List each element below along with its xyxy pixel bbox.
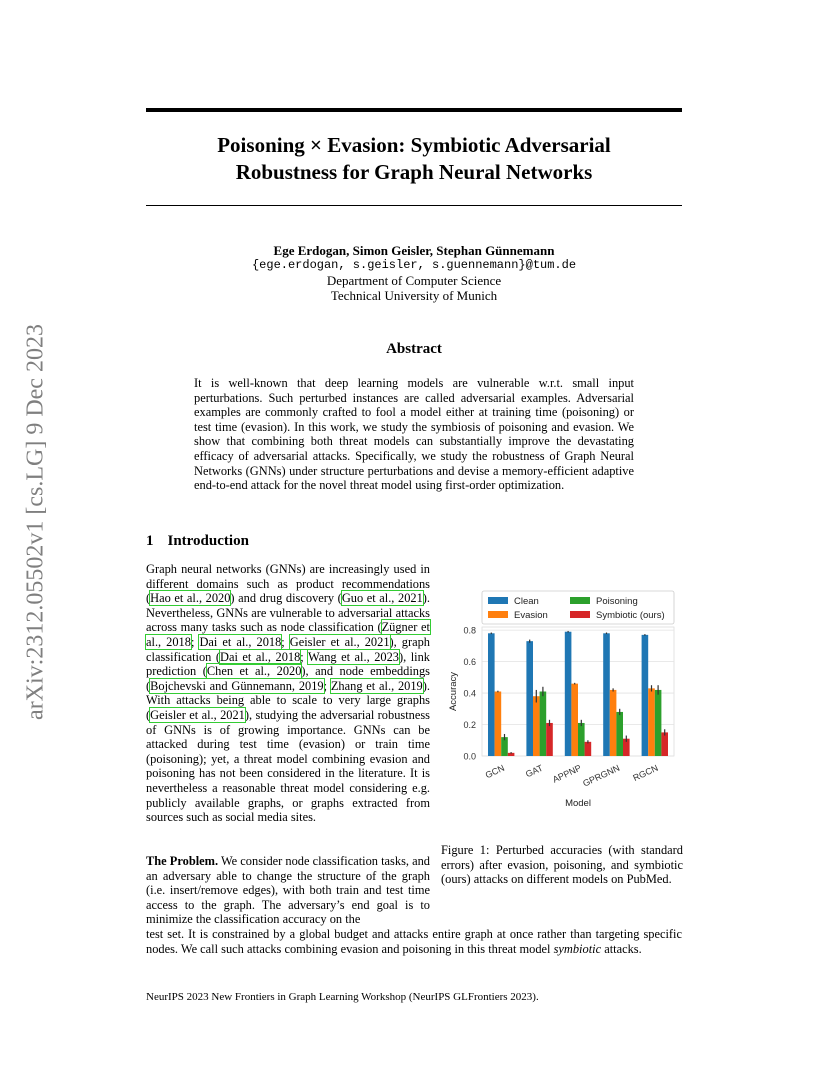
bar bbox=[610, 690, 617, 756]
bar bbox=[571, 684, 578, 756]
arxiv-id: arXiv:2312.05502v1 [cs.LG] 9 Dec 2023 bbox=[22, 324, 49, 720]
problem-text: We consider node classification tasks, and an adversary able to change the structure of the graph (i.e. insert/remove edges), with both train and test time access to the graph. The adversary’s end goal is to minimize the classification accuracy on the bbox=[146, 854, 430, 927]
citation-link[interactable]: Guo et al., 2021 bbox=[341, 591, 423, 606]
legend-swatch bbox=[488, 597, 508, 604]
intro-text: ) and drug discovery ( bbox=[230, 591, 342, 606]
intro-text: ), link prediction ( bbox=[146, 649, 430, 679]
section-number: 1 bbox=[146, 533, 154, 549]
intro-text: ). Nevertheless, GNNs are vulnerable to adversarial attacks across many tasks such as node classification ( bbox=[146, 591, 431, 635]
y-axis-label: Accuracy bbox=[448, 671, 459, 712]
title-line-1: Poisoning × Evasion: Symbiotic Adversarial bbox=[217, 133, 611, 157]
paper-title bbox=[146, 132, 682, 186]
legend-label: Poisoning bbox=[596, 596, 638, 607]
bar bbox=[540, 692, 547, 757]
bar bbox=[655, 690, 662, 756]
intro-paragraph: Graph neural networks (GNNs) are increasingly used in different domains such as product recommendations (Hao et al., 2020) and drug discovery (Guo et al., 2021). Nevertheless, GNNs are vulnerable to adversarial attacks across many tasks such as node classification (Zügner et al., 2018; Dai et al., 2018; Geisler et al., 2021), graph classification (Dai et al., 2018; Wang et al., 2023), link prediction (Chen et al., 2020), and node embeddings (Bojchevski and Günnemann, 2019; Zhang et al., 2019). With attacks being able to scale to very large graphs (Geisler et al., 2021), studying the adversarial robustness of GNNs is of growing importance. GNNs can be attacked during test time (evasion) or train time (poisoning); yet, a threat model combining evasion and poisoning has not been considered in the literature. It is nevertheless a reasonable threat model considering e.g. publicly available graphs, or graphs extracted from sources such as social media sites. bbox=[146, 562, 431, 825]
bar bbox=[565, 632, 572, 756]
intro-text: ), and node embeddings ( bbox=[146, 664, 430, 693]
abstract-text: It is well-known that deep learning models are vulnerable w.r.t. small input perturbations. Such perturbed instances are called adversarial examples. Adversarial examples are commonly crafted to fool a model either at training time (poisoning) or test time (evasion). In this work, we study the symbiosis of poisoning and evasion. We show that combining both threat models can substantially improve the devastating efficacy of adversarial attacks. Specifically, we study the robustness of Graph Neural Networks (GNNs) under structure perturbations and devise a memory-efficient adaptive end-to-end attack for the novel threat model using first-order optimization. bbox=[194, 376, 634, 493]
intro-text: ). With attacks being able to scale to very large graphs ( bbox=[146, 678, 430, 722]
figure-caption: Figure 1: Perturbed accuracies (with standard errors) after evasion, poisoning, and symbiotic (ours) attacks on different models on PubMed. bbox=[441, 843, 683, 887]
author-block bbox=[146, 243, 682, 303]
y-tick-label: 0.0 bbox=[463, 751, 476, 762]
legend-label: Clean bbox=[514, 596, 539, 607]
x-tick-label: GCN bbox=[483, 762, 507, 781]
bar bbox=[603, 633, 610, 756]
citation-link[interactable]: Dai et al., 2018 bbox=[199, 634, 282, 649]
x-tick-label: RGCN bbox=[631, 762, 660, 784]
problem-italic: symbiotic bbox=[553, 941, 602, 956]
y-tick-label: 0.6 bbox=[463, 657, 476, 668]
x-axis-label: Model bbox=[565, 798, 591, 809]
abstract-heading: Abstract bbox=[386, 341, 442, 357]
x-tick-label: GPRGNN bbox=[581, 762, 622, 789]
y-tick-label: 0.2 bbox=[463, 720, 476, 731]
citation-link[interactable]: Chen et al., 2020 bbox=[206, 664, 302, 679]
citation-link[interactable]: Geisler et al., 2021 bbox=[150, 707, 245, 722]
footer-note: NeurIPS 2023 New Frontiers in Graph Learning Workshop (NeurIPS GLFrontiers 2023). bbox=[146, 991, 539, 1003]
legend-swatch bbox=[570, 597, 590, 604]
affiliation-department: Department of Computer Science bbox=[326, 273, 502, 288]
bar bbox=[642, 635, 649, 756]
title-top-rule bbox=[146, 108, 682, 112]
plot-area bbox=[448, 591, 674, 809]
intro-text: ), graph classification ( bbox=[146, 634, 430, 664]
x-tick-label: APPNP bbox=[550, 762, 583, 785]
intro-text: ), studying the adversarial robustness of GNNs is of growing importance. GNNs can be attacked during test time (evasion) or train time (poisoning); yet, a threat model combining evasion and poisoning has not been considered in the literature. It is nevertheless a reasonable threat model considering e.g. publicly available graphs, or graphs extracted from sources such as social media sites. bbox=[146, 707, 430, 825]
citation-link[interactable]: Geisler et al., 2021 bbox=[289, 634, 390, 649]
problem-cont-text: test set. It is constrained by a global budget and attacks entire graph at once rather than targeting specific nodes. We call such attacks combining evasion and poisoning in this threat model bbox=[146, 927, 682, 956]
bar bbox=[546, 723, 553, 756]
bar bbox=[648, 688, 655, 756]
section-title: Introduction bbox=[167, 533, 249, 549]
bar bbox=[661, 732, 668, 756]
affiliation-university: Technical University of Munich bbox=[330, 288, 498, 303]
title-line-2: Robustness for Graph Neural Networks bbox=[235, 160, 593, 184]
problem-heading: The Problem. bbox=[146, 854, 219, 868]
bar bbox=[495, 692, 502, 757]
bar bbox=[526, 641, 533, 756]
section-heading bbox=[146, 533, 249, 550]
citation-link[interactable]: Zügner et al., 2018 bbox=[146, 620, 430, 649]
citation-link[interactable]: Wang et al., 2023 bbox=[308, 649, 399, 664]
problem-paragraph bbox=[146, 854, 430, 927]
bar bbox=[616, 712, 623, 756]
citation-link[interactable]: Hao et al., 2020 bbox=[150, 591, 231, 606]
legend-swatch bbox=[488, 611, 508, 618]
y-tick-label: 0.8 bbox=[463, 625, 476, 636]
title-bottom-rule bbox=[146, 205, 682, 206]
x-tick-label: GAT bbox=[524, 762, 545, 780]
legend-label: Symbiotic (ours) bbox=[596, 610, 665, 621]
figure-1-chart bbox=[440, 585, 684, 813]
bar bbox=[488, 633, 495, 756]
problem-end-text: attacks. bbox=[601, 941, 642, 956]
author-names: Ege Erdogan, Simon Geisler, Stephan Günnemann bbox=[273, 243, 555, 258]
citation-link[interactable]: Zhang et al., 2019 bbox=[330, 678, 423, 693]
bar bbox=[578, 723, 585, 756]
citation-link[interactable]: Bojchevski and Günnemann, 2019 bbox=[150, 678, 324, 693]
bar bbox=[533, 696, 540, 756]
bar bbox=[585, 742, 592, 756]
intro-text: Graph neural networks (GNNs) are increasingly used in different domains such as product recommendations ( bbox=[146, 562, 430, 606]
citation-link[interactable]: Dai et al., 2018 bbox=[220, 649, 301, 664]
problem-continuation bbox=[146, 927, 682, 956]
legend-label: Evasion bbox=[514, 610, 548, 621]
y-tick-label: 0.4 bbox=[463, 688, 476, 699]
author-emails: {ege.erdogan, s.geisler, s.guennemann}@tum.de bbox=[251, 258, 577, 272]
legend-swatch bbox=[570, 611, 590, 618]
